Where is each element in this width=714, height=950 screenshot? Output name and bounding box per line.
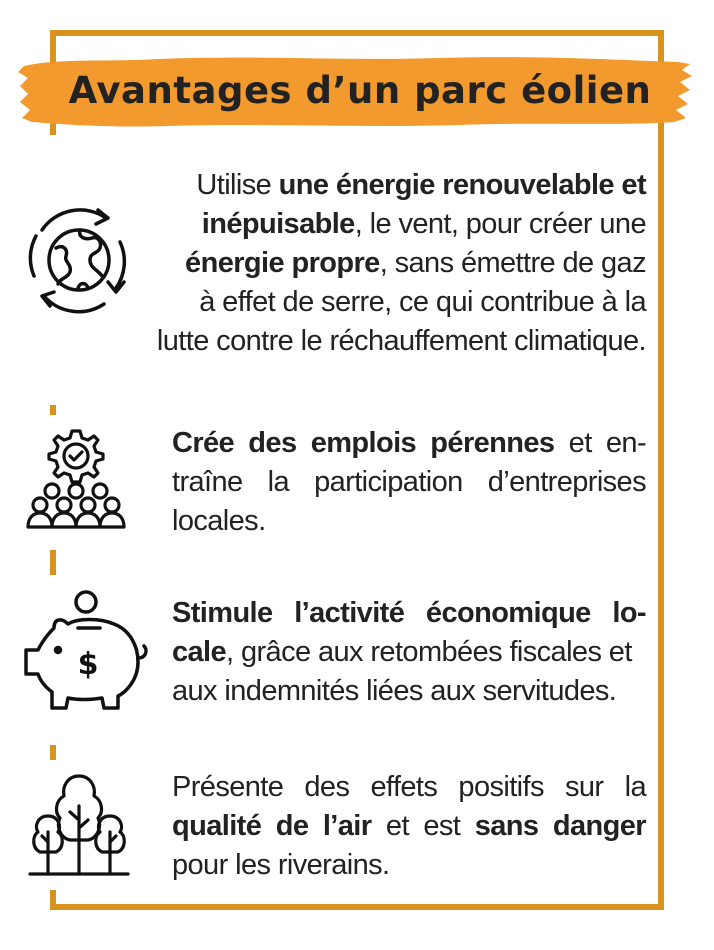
piggy-bank-dollar-icon <box>14 588 154 718</box>
benefit-text-3: Stimule l’activité économique lo- cale, grâce aux retombées fiscales et aux indemnités liées aux servitudes. <box>172 597 646 707</box>
people-gear-icon <box>22 425 130 533</box>
benefit-text-1: Utilise une énergie renouvelable et inépuisable, le vent, pour créer une énergie propre, sans émettre de gaz à effet de serre, ce qui contribue à la lutte contre le réchauffement climatique. <box>156 169 646 357</box>
globe-recycle-icon <box>20 200 138 318</box>
benefit-text-2: Crée des emplois pérennes et en- traîne la participation d’entreprises locales. <box>172 427 646 537</box>
page-title: Avantages d’un parc éolien <box>68 68 652 112</box>
benefit-text-4: Présente des effets positifs sur la qualité de l’air et est sans danger pour les riverains. <box>172 771 646 881</box>
svg-text:$: $ <box>77 647 99 682</box>
trees-icon <box>26 770 132 882</box>
